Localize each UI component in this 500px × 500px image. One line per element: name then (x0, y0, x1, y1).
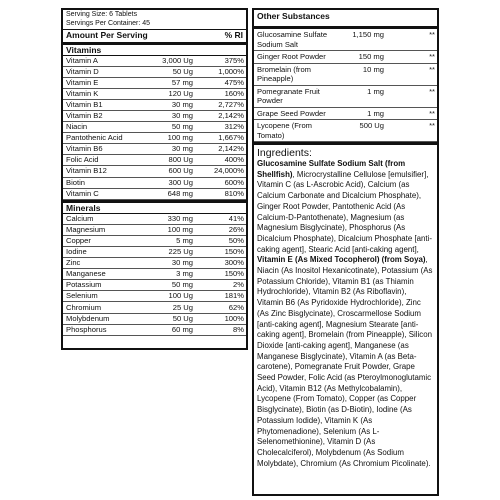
nutrient-ri: 810% (195, 188, 246, 199)
table-row (254, 120, 437, 142)
nutrient-name: Niacin (63, 122, 146, 133)
table-row (63, 302, 246, 313)
nutrient-amount: 50 Ug (146, 313, 195, 324)
substance-name: Bromelain (from Pineapple) (254, 63, 335, 85)
nutrient-amount: 100 mg (146, 224, 195, 235)
nutrient-ri: 2% (195, 280, 246, 291)
nutrient-ri: 160% (195, 88, 246, 99)
nutrient-name: Pantothenic Acid (63, 133, 146, 144)
table-row (63, 291, 246, 302)
ingredient-list-part: , Microcrystalline Cellulose [emulsifier], Vitamin C (as L-Ascrobic Acid), Calcium (as Calcium Carbonate and Dicalcium Phosphate), Ginger Root Powder, Pantothenic Acid (As Calcium-D-Pantothenate), Magnesium (as Magnesium Bisglycinate), Phosphorus (As Dicalcium Phosphate), Dicalcium Phosphate [anti-caking agent], Stearic Acid [anti-caking agent], (257, 169, 432, 254)
substance-amount: 1,150 mg (335, 29, 386, 51)
nutrient-name: Chromium (63, 302, 146, 313)
nutrient-name: Calcium (63, 214, 146, 225)
nutrient-ri: 26% (195, 224, 246, 235)
table-row (63, 133, 246, 144)
nutrient-amount: 60 mg (146, 324, 195, 335)
nutrient-amount: 50 Ug (146, 66, 195, 77)
table-row (254, 85, 437, 107)
nutrient-amount: 100 mg (146, 133, 195, 144)
nutrient-ri: 8% (195, 324, 246, 335)
nutrient-ri: 24,000% (195, 166, 246, 177)
nutrient-ri: 2,142% (195, 144, 246, 155)
substance-name: Pomegranate Fruit Powder (254, 85, 335, 107)
nutrient-name: Iodine (63, 247, 146, 258)
other-substances-heading: Other Substances (254, 10, 437, 29)
nutrient-amount: 600 Ug (146, 166, 195, 177)
nutrient-ri: 100% (195, 313, 246, 324)
substance-name: Grape Seed Powder (254, 107, 335, 120)
nutrient-amount: 50 mg (146, 280, 195, 291)
minerals-heading: Minerals (63, 200, 246, 214)
nutrient-name: Vitamin B6 (63, 144, 146, 155)
nutrient-amount: 30 mg (146, 99, 195, 110)
nutrient-name: Vitamin B2 (63, 110, 146, 121)
servings-per-container: Servings Per Container: 45 (66, 19, 151, 27)
substance-ri-marker: ** (386, 63, 437, 85)
ingredients-text (254, 159, 437, 469)
ingredients-heading: Ingredients: (254, 142, 437, 159)
nutrient-ri: 150% (195, 269, 246, 280)
table-row (254, 29, 437, 51)
table-row (63, 235, 246, 246)
nutrient-amount: 3 mg (146, 269, 195, 280)
table-row (63, 56, 246, 67)
table-row (63, 77, 246, 88)
nutrient-amount: 30 mg (146, 258, 195, 269)
nutrient-amount: 30 mg (146, 110, 195, 121)
nutrient-name: Vitamin D (63, 66, 146, 77)
substance-name: Glucosamine Sulfate Sodium Salt (254, 29, 335, 51)
table-row (63, 99, 246, 110)
nutrient-ri: 2,727% (195, 99, 246, 110)
substance-ri-marker: ** (386, 29, 437, 51)
nutrient-name: Selenium (63, 291, 146, 302)
nutrient-amount: 300 Ug (146, 177, 195, 188)
nutrient-name: Vitamin B12 (63, 166, 146, 177)
nutrient-amount: 30 mg (146, 144, 195, 155)
nutrient-amount: 57 mg (146, 77, 195, 88)
substance-amount: 1 mg (335, 107, 386, 120)
nutrient-ri: 50% (195, 235, 246, 246)
table-row (63, 280, 246, 291)
substance-ri-marker: ** (386, 51, 437, 64)
substance-name: Ginger Root Powder (254, 51, 335, 64)
table-row (63, 177, 246, 188)
nutrient-name: Manganese (63, 269, 146, 280)
table-row (63, 313, 246, 324)
substance-amount: 500 Ug (335, 120, 386, 142)
other-substances-table (254, 29, 437, 142)
substance-name: Lycopene (From Tomato) (254, 120, 335, 142)
nutrient-amount: 50 mg (146, 122, 195, 133)
other-substances-panel (252, 8, 439, 496)
serving-size: Serving Size: 6 Tablets (66, 11, 138, 18)
table-row (63, 224, 246, 235)
table-row (254, 51, 437, 64)
serving-info (63, 10, 246, 30)
nutrient-name: Vitamin C (63, 188, 146, 199)
table-row (254, 63, 437, 85)
nutrient-name: Vitamin K (63, 88, 146, 99)
nutrient-amount: 25 Ug (146, 302, 195, 313)
nutrient-name: Zinc (63, 258, 146, 269)
nutrient-amount: 120 Ug (146, 88, 195, 99)
nutrient-amount: 5 mg (146, 235, 195, 246)
nutrient-name: Potassium (63, 280, 146, 291)
amount-per-serving-heading: Amount Per Serving (66, 30, 148, 40)
nutrient-name: Vitamin A (63, 56, 146, 67)
nutrient-name: Copper (63, 235, 146, 246)
substance-ri-marker: ** (386, 85, 437, 107)
nutrient-ri: 150% (195, 247, 246, 258)
nutrient-name: Biotin (63, 177, 146, 188)
table-row (63, 110, 246, 121)
nutrient-amount: 100 Ug (146, 291, 195, 302)
table-row (63, 144, 246, 155)
nutrient-ri: 62% (195, 302, 246, 313)
nutrient-name: Molybdenum (63, 313, 146, 324)
minerals-table (63, 214, 246, 336)
ri-heading: % RI (224, 30, 243, 40)
table-row (254, 107, 437, 120)
nutrient-name: Magnesium (63, 224, 146, 235)
nutrient-name: Phosphorus (63, 324, 146, 335)
ingredient-list-part: , Niacin (As Inositol Hexanicotinate), Potassium (As Potassium Chloride), Vitamin B1 (as Thiamin Hydrochloride), Vitamin B2 (As Riboflavin), Vitamin B6 (As Pyridoxide Hydrochloride), Zinc (As Zinc Bisglycinate), Croscarmellose Sodium [anti-caking agent], Magnesium Stearate [anti-caking agent], Bromelain (from Pineapple), Silicon Dioxide [anti-caking agent], Manganese (as Manganese Bisglycinate), Vitamin A (as Beta-carotene), Pomegranate Fruit Powder, Grape Seed Powder, Folic Acid (as Pteroylmonoglutamic Acid), Vitamin B12 (As Methylcobalamin), Lycopene (From Tomato), Copper (as Copper Bisglycinate), Biotin (as D-Biotin), Iodine (As Potassium Iodide), Vitamin K (As Phytomenadione), Selenium (As L-Selenomethionine), Vitamin D (As Cholecalciferol), Molybdenum (As Sodium Molybdate), Chromium (As Chromium Picolinate). (257, 255, 433, 468)
nutrient-ri: 375% (195, 56, 246, 67)
nutrient-amount: 330 mg (146, 214, 195, 225)
table-row (63, 66, 246, 77)
table-row (63, 88, 246, 99)
table-row (63, 155, 246, 166)
nutrient-amount: 3,000 Ug (146, 56, 195, 67)
nutrition-facts-panel (61, 8, 248, 350)
nutrient-ri: 1,667% (195, 133, 246, 144)
substance-amount: 1 mg (335, 85, 386, 107)
substance-ri-marker: ** (386, 120, 437, 142)
substance-amount: 10 mg (335, 63, 386, 85)
nutrient-name: Vitamin B1 (63, 99, 146, 110)
table-row (63, 214, 246, 225)
table-row (63, 188, 246, 199)
nutrient-amount: 225 Ug (146, 247, 195, 258)
nutrient-name: Folic Acid (63, 155, 146, 166)
table-row (63, 166, 246, 177)
table-row (63, 258, 246, 269)
table-row (63, 247, 246, 258)
nutrient-ri: 181% (195, 291, 246, 302)
nutrient-ri: 600% (195, 177, 246, 188)
nutrient-amount: 800 Ug (146, 155, 195, 166)
nutrient-ri: 1,000% (195, 66, 246, 77)
ingredient-highlight: Glucosamine Sulfate Sodium Salt (from Shellfish) (257, 159, 406, 179)
table-row (63, 324, 246, 335)
nutrient-ri: 2,142% (195, 110, 246, 121)
ingredient-highlight: Vitamin E (As Mixed Tocopherol) (from Soya) (257, 255, 426, 265)
nutrient-ri: 300% (195, 258, 246, 269)
nutrient-ri: 400% (195, 155, 246, 166)
vitamins-table (63, 56, 246, 200)
nutrient-name: Vitamin E (63, 77, 146, 88)
nutrient-ri: 312% (195, 122, 246, 133)
substance-ri-marker: ** (386, 107, 437, 120)
nutrient-ri: 475% (195, 77, 246, 88)
vitamins-heading: Vitamins (63, 45, 246, 56)
table-row (63, 122, 246, 133)
nutrient-amount: 648 mg (146, 188, 195, 199)
table-row (63, 269, 246, 280)
substance-amount: 150 mg (335, 51, 386, 64)
table-header (63, 30, 246, 45)
nutrient-ri: 41% (195, 214, 246, 225)
